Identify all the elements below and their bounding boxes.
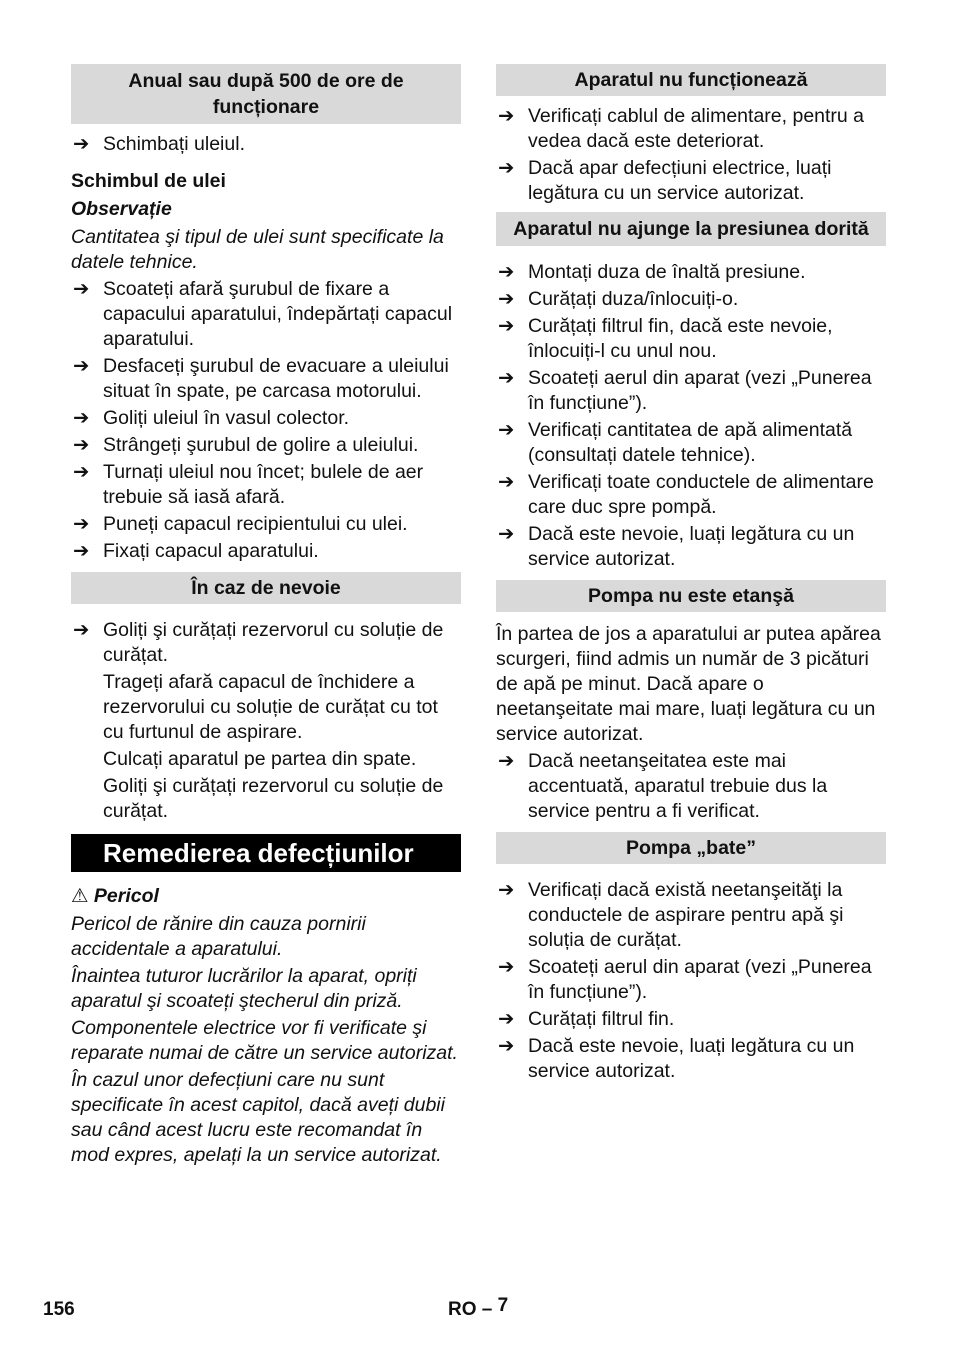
no-pressure-step: ➔ Curățați duza/înlocuiți-o. (498, 288, 739, 310)
oil-step: ➔ Desfaceți şurubul de evacuare a uleiului situat în spate, pe carcasa motorului. (73, 355, 449, 402)
oil-step: ➔ Scoateți afară şurubul de fixare a capacului aparatului, îndepărtați capacul aparatului. (73, 278, 453, 350)
no-pressure-step: ➔ Scoateți aerul din aparat (vezi „Punerea în funcțiune”). (498, 367, 872, 414)
arrow-icon: ➔ (498, 750, 515, 772)
arrow-icon: ➔ (498, 367, 515, 389)
oil-step: ➔ Puneți capacul recipientului cu ulei. (73, 513, 408, 535)
danger-label: ⚠ Pericol (71, 885, 159, 907)
page-separator: – (481, 1299, 493, 1320)
section-title-troubleshooting: Remedierea defecțiunilor (71, 834, 461, 872)
heading-annual: Anual sau după 500 de ore de funcționare (71, 64, 461, 124)
heading-if-needed: În caz de nevoie (71, 572, 461, 604)
note-text: Cantitatea şi tipul de ulei sunt specificate la datele tehnice. (71, 226, 444, 273)
bullet-change-oil: ➔ Schimbați uleiul. (73, 133, 245, 155)
arrow-icon: ➔ (73, 513, 90, 535)
arrow-icon: ➔ (73, 407, 90, 429)
no-pressure-step: ➔ Curățați filtrul fin, dacă este nevoie, înlocuiți-l cu unul nou. (498, 315, 833, 362)
no-pressure-step: ➔ Verificați cantitatea de apă alimentată (consultați datele tehnice). (498, 419, 853, 466)
arrow-icon: ➔ (498, 523, 515, 545)
arrow-icon: ➔ (498, 261, 515, 283)
arrow-icon: ➔ (498, 471, 515, 493)
heading-pump-leak: Pompa nu este etanşă (496, 580, 886, 612)
arrow-icon: ➔ (498, 157, 515, 179)
pump-knocks-step: ➔ Dacă este nevoie, luați legătura cu un service autorizat. (498, 1035, 855, 1082)
need-step-continuation: Trageți afară capacul de închidere a rezervorului cu soluție de curățat cu tot cu furtunul de aspirare. (103, 671, 438, 743)
section-page: 7 (497, 1295, 509, 1316)
note-label: Observație (71, 198, 172, 220)
danger-text: În cazul unor defecțiuni care nu sunt specificate în acest capitol, dacă aveți dubii sau când acest lucru este recomandat în mod expres, apelați la un service autorizat. (71, 1069, 445, 1166)
oil-step: ➔ Goliți uleiul în vasul colector. (73, 407, 350, 429)
arrow-icon: ➔ (498, 1035, 515, 1057)
heading-not-working: Aparatul nu funcționează (496, 64, 886, 96)
arrow-icon: ➔ (498, 288, 515, 310)
arrow-icon: ➔ (498, 956, 515, 978)
danger-text: Pericol de rănire din cauza pornirii accidentale a aparatului. (71, 913, 366, 960)
danger-text: Componentele electrice vor fi verificate şi reparate numai de către un service autorizat. (71, 1017, 458, 1064)
arrow-icon: ➔ (498, 1008, 515, 1030)
warning-triangle-icon: ⚠ (71, 885, 89, 907)
arrow-icon: ➔ (498, 419, 515, 441)
heading-no-pressure: Aparatul nu ajunge la presiunea dorită (496, 212, 886, 246)
arrow-icon: ➔ (498, 315, 515, 337)
pump-leak-text: În partea de jos a aparatului ar putea apărea scurgeri, fiind admis un număr de 3 picături de apă pe minut. Dacă apare o neetanşeitate mai mare, luați legătura cu un service autorizat. (496, 623, 881, 745)
pump-leak-step: ➔ Dacă neetanşeitatea este mai accentuată, aparatul trebuie dus la service pentru a fi verificat. (498, 750, 828, 822)
no-pressure-step: ➔ Dacă este nevoie, luați legătura cu un service autorizat. (498, 523, 855, 570)
arrow-icon: ➔ (73, 461, 90, 483)
left-column (71, 64, 461, 1170)
need-step-continuation: Culcați aparatul pe partea din spate. (103, 748, 417, 770)
arrow-icon: ➔ (73, 355, 90, 377)
arrow-icon: ➔ (73, 619, 90, 641)
not-working-step: ➔ Dacă apar defecțiuni electrice, luați legătura cu un service autorizat. (498, 157, 832, 204)
not-working-step: ➔ Verificați cablul de alimentare, pentru a vedea dacă este deteriorat. (498, 105, 865, 152)
pump-knocks-step: ➔ Scoateți aerul din aparat (vezi „Punerea în funcțiune”). (498, 956, 872, 1003)
arrow-icon: ➔ (498, 105, 515, 127)
arrow-icon: ➔ (73, 540, 90, 562)
right-column (496, 64, 886, 1086)
arrow-icon: ➔ (73, 278, 90, 300)
arrow-icon: ➔ (73, 133, 90, 155)
arrow-icon: ➔ (73, 434, 90, 456)
no-pressure-step: ➔ Montați duza de înaltă presiune. (498, 261, 806, 283)
no-pressure-step: ➔ Verificați toate conductele de alimentare care duc spre pompă. (498, 471, 874, 518)
oil-step: ➔ Fixați capacul aparatului. (73, 540, 319, 562)
pump-knocks-step: ➔ Verificați dacă există neetanşeităţi la conductele de aspirare pentru apă şi soluția de curățat. (498, 879, 844, 951)
arrow-icon: ➔ (498, 879, 515, 901)
section-page-code (448, 1297, 508, 1322)
heading-pump-knocks: Pompa „bate” (496, 832, 886, 864)
pump-knocks-step: ➔ Curățați filtrul fin. (498, 1008, 675, 1030)
lang-code: RO (448, 1299, 477, 1320)
need-step-continuation: Goliți şi curățați rezervorul cu soluție de curățat. (103, 775, 444, 822)
oil-step: ➔ Turnați uleiul nou încet; bulele de aer trebuie să iasă afară. (73, 461, 424, 508)
oil-step: ➔ Strângeți şurubul de golire a uleiului. (73, 434, 419, 456)
page-number: 156 (43, 1299, 75, 1320)
need-step: ➔ Goliți şi curățați rezervorul cu soluție de curățat. (73, 619, 444, 666)
subheading-oil-change: Schimbul de ulei (71, 170, 226, 192)
danger-text: Înaintea tuturor lucrărilor la aparat, opriți aparatul şi scoateți ştecherul din priză. (71, 965, 417, 1012)
